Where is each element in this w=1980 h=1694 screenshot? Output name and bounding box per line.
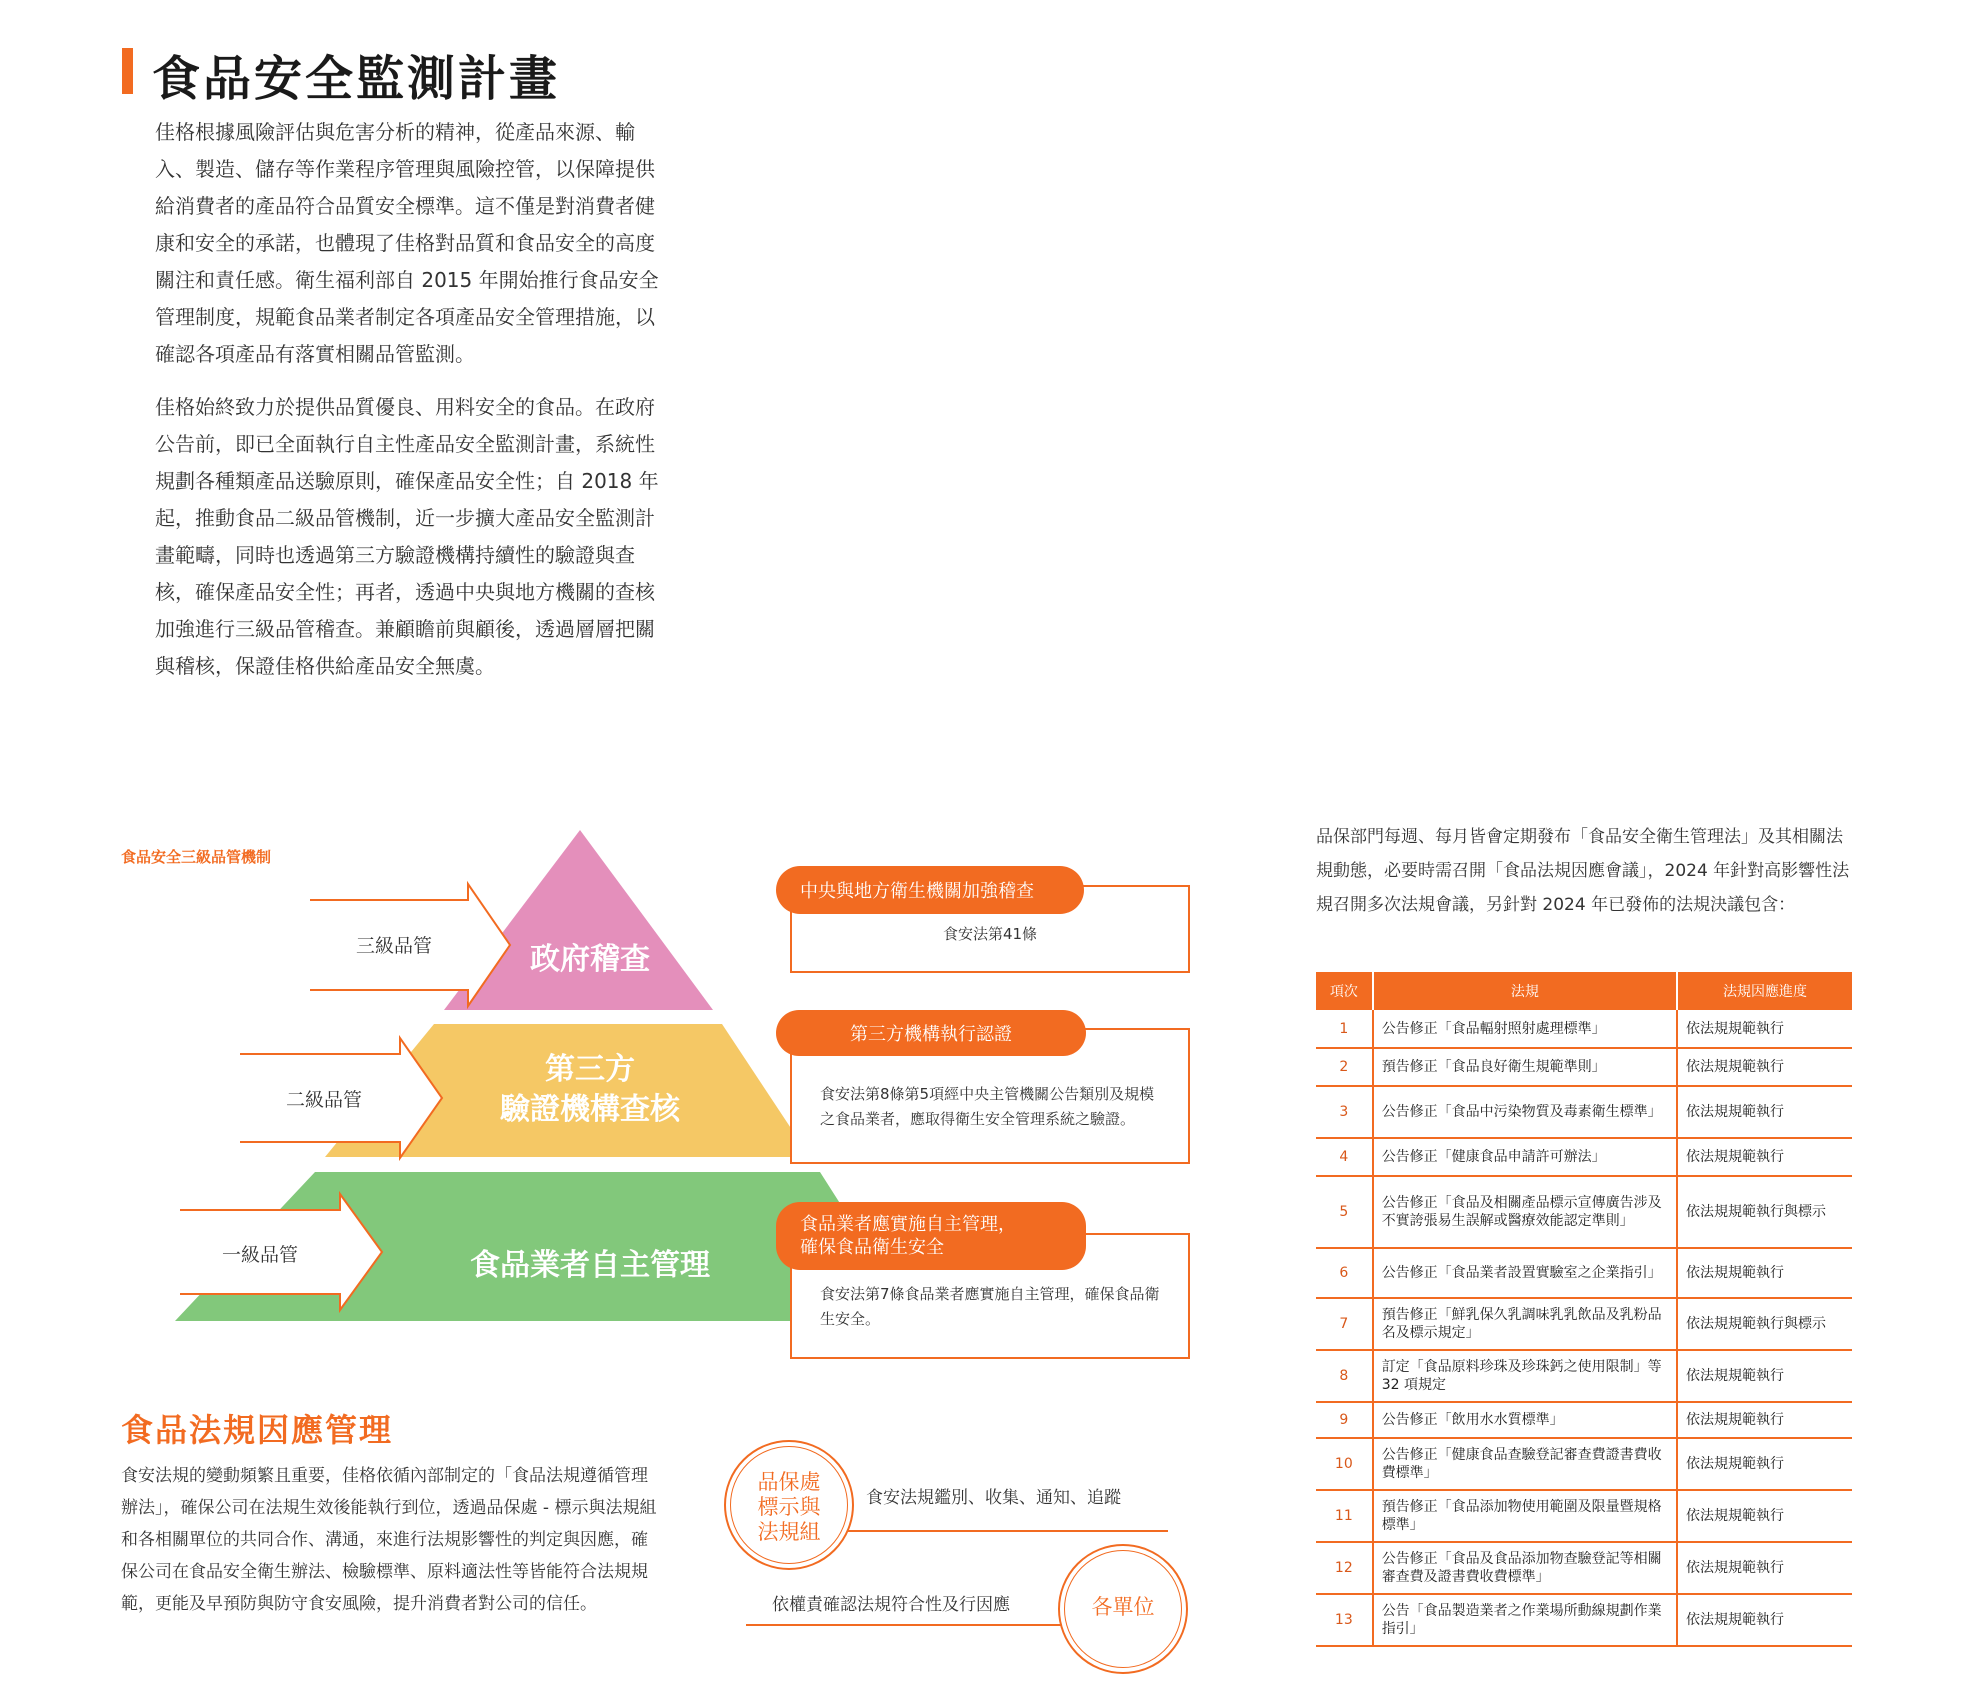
- row-law: 公告修正「健康食品查驗登記審查費證書費收費標準」: [1373, 1438, 1677, 1490]
- level2-name: [470, 1050, 710, 1130]
- row-status: 依法規規範執行: [1677, 1138, 1852, 1176]
- row-law: 公告修正「飲用水水質標準」: [1373, 1402, 1677, 1438]
- qa-unit-connector: [848, 1530, 1168, 1532]
- regulation-paragraph: 食安法規的變動頻繁且重要，佳格依循內部制定的「食品法規遵循管理辦法」，確保公司在法規生效後能執行到位，透過品保處 - 標示與法規組和各相關單位的共同合作、溝通，來進行法規影響性的判定與因應，確保公司在食品安全衛生辦法、檢驗標準、原料適法性等皆能符合法規規範，更能及早預防與防守食安風險，提升消費者對公司的信任。: [121, 1466, 657, 1614]
- row-law: 預告修正「食品良好衛生規範準則」: [1373, 1048, 1677, 1086]
- intro-paragraph-2: 佳格始終致力於提供品質優良、用料安全的食品。在政府公告前，即已全面執行自主性產品安全監測計畫，系統性規劃各種類產品送驗原則，確保產品安全性；自 2018 年起，推動食品二級品管機制，近一步擴大產品安全監測計畫範疇，同時也透過第三方驗證機構持續性的驗證與查核，確保產品安全性；再者，透過中央與地方機關的查核加強進行三級品管稽查。兼顧瞻前與顧後，透過層層把關與稽核，保證佳格供給產品安全無虞。: [155, 395, 659, 678]
- header-item-no: 項次: [1316, 972, 1373, 1010]
- page-title: 食品安全監測計畫: [152, 51, 561, 107]
- header-progress: 法規因應進度: [1677, 972, 1852, 1010]
- row-no: 12: [1316, 1542, 1373, 1594]
- level1-info-box: 食安法第7條食品業者應實施自主管理，確保食品衛生安全。: [790, 1233, 1190, 1359]
- units-task: 依權責確認法規符合性及行因應: [772, 1595, 1010, 1615]
- row-no: 4: [1316, 1138, 1373, 1176]
- row-no: 2: [1316, 1048, 1373, 1086]
- table-row: [1316, 1048, 1852, 1086]
- units-label: 各單位: [1091, 1595, 1155, 1619]
- level1-pill-line1: 食品業者應實施自主管理，: [800, 1214, 1016, 1235]
- units-connector: [746, 1624, 1062, 1626]
- qa-unit-label: [730, 1470, 848, 1545]
- row-status: 依法規規範執行: [1677, 1594, 1852, 1646]
- row-status: 依法規規範執行: [1677, 1490, 1852, 1542]
- row-law: 預告修正「食品添加物使用範圍及限量暨規格標準」: [1373, 1490, 1677, 1542]
- row-no: 9: [1316, 1402, 1373, 1438]
- table-row: [1316, 1402, 1852, 1438]
- row-status: 依法規規範執行與標示: [1677, 1298, 1852, 1350]
- level1-name: 食品業者自主管理: [470, 1248, 710, 1283]
- row-status: 依法規規範執行: [1677, 1248, 1852, 1298]
- row-status: 依法規規範執行: [1677, 1086, 1852, 1138]
- table-header-row: [1316, 972, 1852, 1010]
- qa-unit-label-line3: 法規組: [757, 1520, 821, 1544]
- row-no: 3: [1316, 1086, 1373, 1138]
- regulation-table: [1316, 972, 1852, 1647]
- row-law: 公告修正「食品及相關產品標示宣傳廣告涉及不實誇張易生誤解或醫療效能認定準則」: [1373, 1176, 1677, 1248]
- level3-name: 政府稽查: [530, 942, 650, 977]
- table-row: [1316, 1594, 1852, 1646]
- level2-info-box: 食安法第8條第5項經中央主管機關公告類別及規模之食品業者，應取得衛生安全管理系統之驗證。: [790, 1028, 1190, 1164]
- qa-unit-label-line1: 品保處: [757, 1470, 821, 1494]
- qa-unit-task: 食安法規鑑別、收集、通知、追蹤: [866, 1488, 1121, 1508]
- row-no: 10: [1316, 1438, 1373, 1490]
- row-law: 公告修正「健康食品申請許可辦法」: [1373, 1138, 1677, 1176]
- level1-label: 一級品管: [222, 1244, 299, 1266]
- level3-info-box: 食安法第41條: [790, 885, 1190, 973]
- row-law: 公告修正「食品及食品添加物查驗登記等相關審查費及證書費收費標準」: [1373, 1542, 1677, 1594]
- row-no: 11: [1316, 1490, 1373, 1542]
- row-status: 依法規規範執行: [1677, 1350, 1852, 1402]
- level1-pill: [776, 1202, 1086, 1270]
- level2-label: 二級品管: [286, 1089, 363, 1111]
- row-status: 依法規規範執行與標示: [1677, 1176, 1852, 1248]
- table-row: [1316, 1490, 1852, 1542]
- level3-label: 三級品管: [356, 935, 433, 957]
- row-law: 預告修正「鮮乳保久乳調味乳乳飲品及乳粉品名及標示規定」: [1373, 1298, 1677, 1350]
- intro-paragraph-1: 佳格根據風險評估與危害分析的精神，從產品來源、輸入、製造、儲存等作業程序管理與風險控管，以保障提供給消費者的產品符合品質安全標準。這不僅是對消費者健康和安全的承諾，也體現了佳格對品質和食品安全的高度關注和責任感。衛生福利部自 2015 年開始推行食品安全管理制度，規範食品業者制定各項產品安全管理措施，以確認各項產品有落實相關品管監測。: [155, 120, 659, 366]
- table-row: [1316, 1438, 1852, 1490]
- table-row: [1316, 1350, 1852, 1402]
- table-row: [1316, 1248, 1852, 1298]
- row-no: 5: [1316, 1176, 1373, 1248]
- row-status: 依法規規範執行: [1677, 1048, 1852, 1086]
- row-no: 7: [1316, 1298, 1373, 1350]
- row-no: 13: [1316, 1594, 1373, 1646]
- row-no: 6: [1316, 1248, 1373, 1298]
- regulation-intro: 品保部門每週、每月皆會定期發布「食品安全衛生管理法」及其相關法規動態，必要時需召開「食品法規因應會議」，2024 年針對高影響性法規召開多次法規會議，另針對 2024 年已發佈的法規決議包含：: [1316, 827, 1850, 915]
- row-status: 依法規規範執行: [1677, 1010, 1852, 1048]
- row-no: 8: [1316, 1350, 1373, 1402]
- table-row: [1316, 1542, 1852, 1594]
- qa-unit-label-line2: 標示與: [757, 1495, 821, 1519]
- row-law: 公告「食品製造業者之作業場所動線規劃作業指引」: [1373, 1594, 1677, 1646]
- pyramid-title: 食品安全三級品管機制: [121, 848, 272, 866]
- header-regulation: 法規: [1373, 972, 1677, 1010]
- row-law: 公告修正「食品業者設置實驗室之企業指引」: [1373, 1248, 1677, 1298]
- table-row: [1316, 1176, 1852, 1248]
- table-row: [1316, 1010, 1852, 1048]
- table-row: [1316, 1298, 1852, 1350]
- level2-name-line1: 第三方: [545, 1052, 635, 1087]
- level3-pill: 中央與地方衛生機關加強稽查: [776, 866, 1084, 914]
- level2-pill: 第三方機構執行認證: [776, 1010, 1086, 1056]
- level1-pill-line2: 確保食品衛生安全: [800, 1237, 944, 1258]
- row-no: 1: [1316, 1010, 1373, 1048]
- row-status: 依法規規範執行: [1677, 1402, 1852, 1438]
- regulation-heading: 食品法規因應管理: [121, 1411, 394, 1449]
- row-status: 依法規規範執行: [1677, 1542, 1852, 1594]
- table-row: [1316, 1086, 1852, 1138]
- table-row: [1316, 1138, 1852, 1176]
- level2-name-line2: 驗證機構查核: [500, 1092, 680, 1127]
- row-status: 依法規規範執行: [1677, 1438, 1852, 1490]
- row-law: 訂定「食品原料珍珠及珍珠鈣之使用限制」等 32 項規定: [1373, 1350, 1677, 1402]
- row-law: 公告修正「食品輻射照射處理標準」: [1373, 1010, 1677, 1048]
- row-law: 公告修正「食品中污染物質及毒素衛生標準」: [1373, 1086, 1677, 1138]
